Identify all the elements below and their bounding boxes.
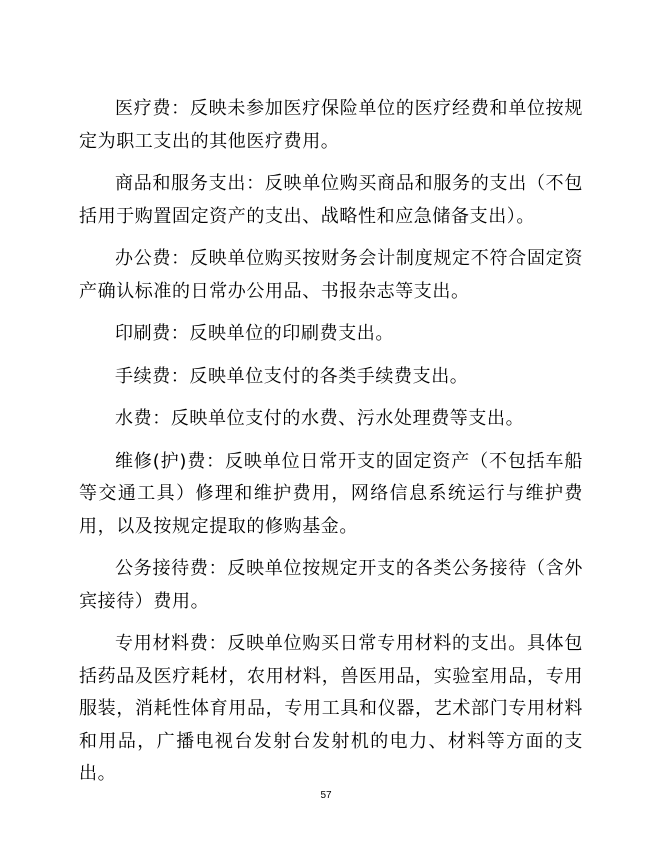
- paragraph-special-materials-fee: 专用材料费：反映单位购买日常专用材料的支出。具体包括药品及医疗耗材，农用材料，兽医用品，实验室用品，专用服装，消耗性体育用品，专用工具和仪器，艺术部门专用材料和用品，广播电视台发射台发射机的电力、材料等方面的支出。: [79, 633, 583, 784]
- page-number: 57: [320, 790, 332, 801]
- paragraph-printing-fee: 印刷费：反映单位的印刷费支出。: [115, 323, 394, 344]
- paragraph-handling-fee: 手续费：反映单位支付的各类手续费支出。: [115, 365, 469, 387]
- paragraph-goods-services: 商品和服务支出：反映单位购买商品和服务的支出（不包括用于购置固定资产的支出、战略性和应急储备支出）。: [79, 173, 583, 227]
- paragraph-office-fee: 办公费：反映单位购买按财务会计制度规定不符合固定资产确认标准的日常办公用品、书报杂志等支出。: [79, 248, 583, 302]
- document-body: [79, 93, 583, 801]
- paragraph-maintenance-fee: 维修(护)费：反映单位日常开支的固定资产（不包括车船等交通工具）修理和维护费用，网络信息系统运行与维护费用，以及按规定提取的修购基金。: [79, 450, 583, 537]
- paragraph-water-fee: 水费：反映单位支付的水费、污水处理费等支出。: [115, 408, 525, 429]
- paragraph-reception-fee: 公务接待费：反映单位按规定开支的各类公务接待（含外宾接待）费用。: [79, 558, 583, 612]
- paragraph-medical-fee: 医疗费：反映未参加医疗保险单位的医疗经费和单位按规定为职工支出的其他医疗费用。: [79, 98, 583, 152]
